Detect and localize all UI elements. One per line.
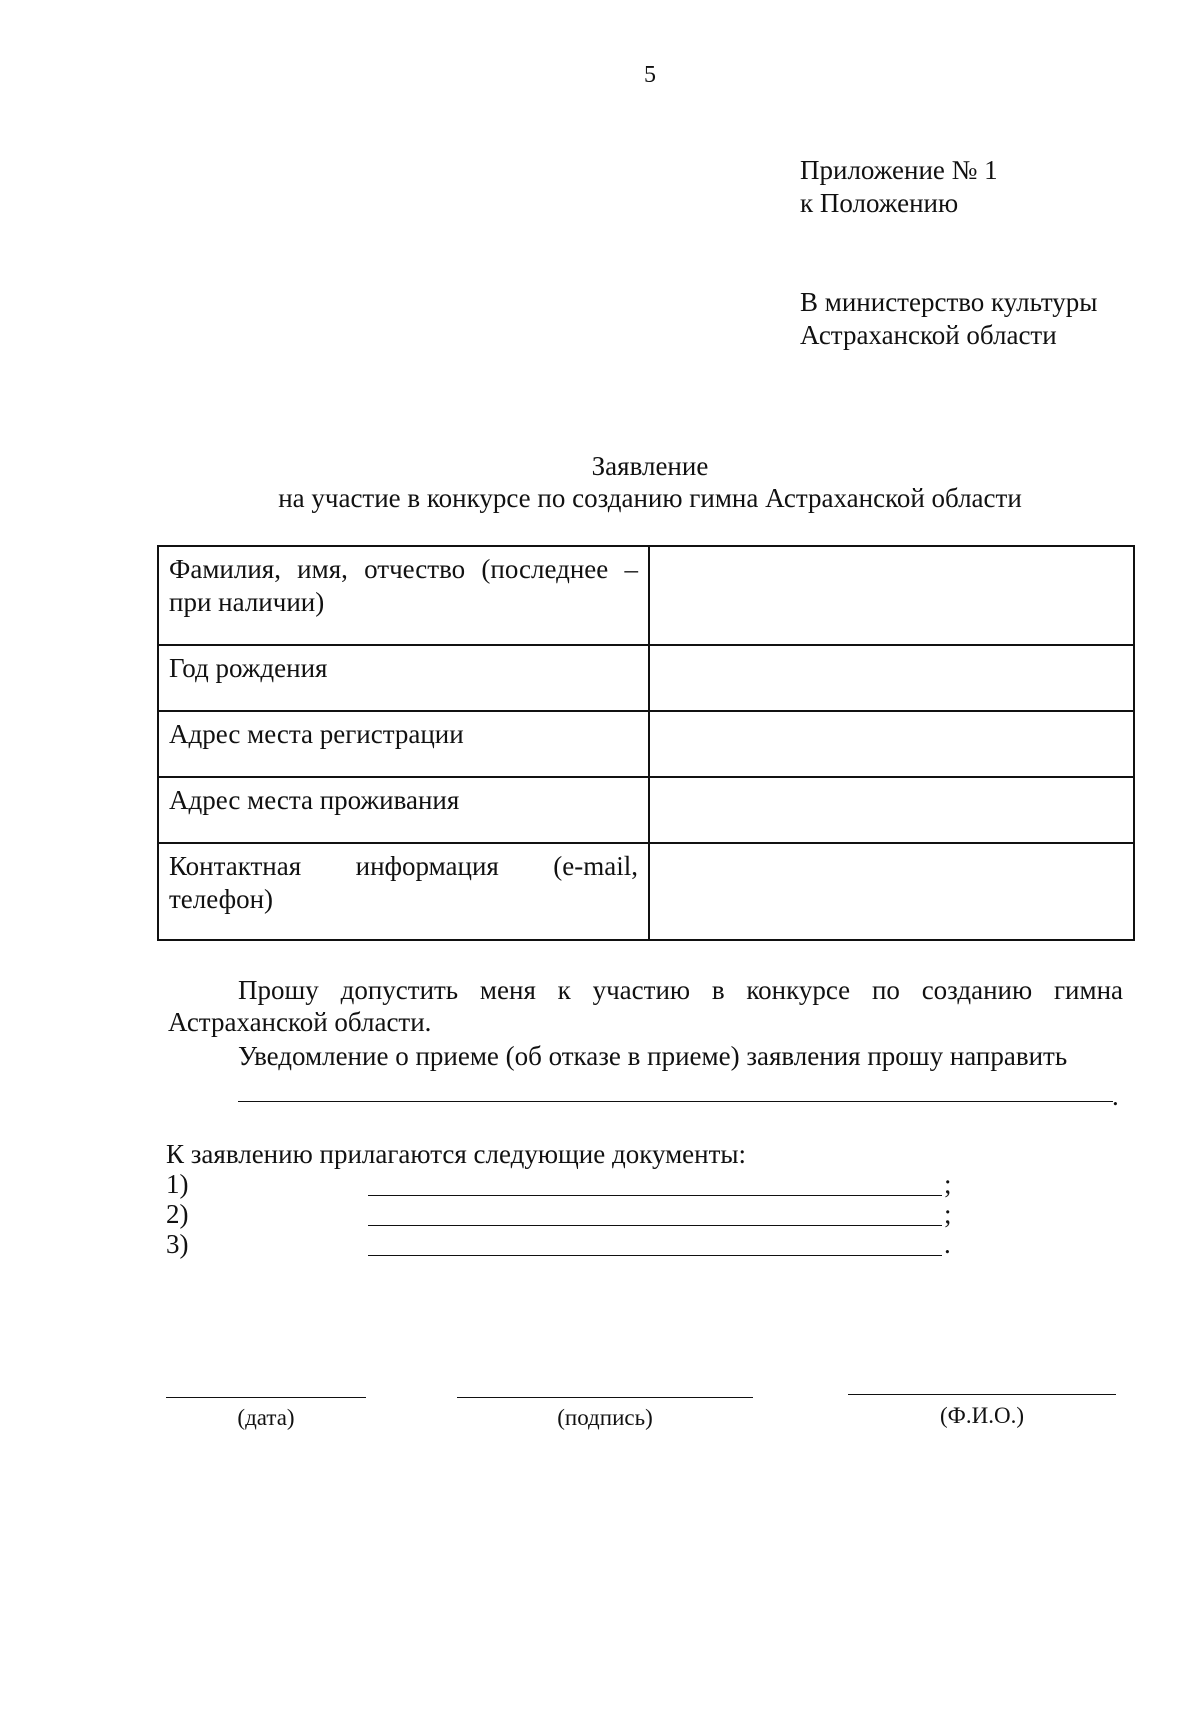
form-label-line: Фамилия, имя, отчество (последнее –	[169, 554, 638, 584]
table-row	[158, 843, 1134, 940]
document-item-field[interactable]	[368, 1225, 942, 1226]
document-item-number: 1)	[166, 1169, 189, 1199]
addressee	[800, 286, 1097, 352]
document-item	[166, 1168, 952, 1201]
table-row	[158, 546, 1134, 645]
appendix-line-1: Приложение № 1	[800, 155, 998, 185]
document-item-end: .	[944, 1229, 951, 1259]
form-label-birth-year: Год рождения	[158, 645, 649, 711]
applicant-info-table	[157, 545, 1135, 941]
form-label-contact-info	[158, 843, 649, 940]
table-row	[158, 711, 1134, 777]
document-title: Заявление	[591, 451, 709, 481]
table-row	[158, 777, 1134, 843]
document-subtitle: на участие в конкурсе по созданию гимна Астраханской области	[278, 483, 1022, 513]
form-field-residence-address[interactable]	[649, 777, 1134, 843]
appendix-line-2: к Положению	[800, 188, 959, 218]
form-field-full-name[interactable]	[649, 546, 1134, 645]
date-label: (дата)	[237, 1405, 295, 1430]
document-item-number: 3)	[166, 1229, 189, 1259]
document-item-field[interactable]	[368, 1255, 942, 1256]
addressee-line-1: В министерство культуры	[800, 287, 1098, 317]
form-label-line: Контактная информация (e-mail,	[169, 851, 638, 881]
form-label-full-name	[158, 546, 649, 645]
document-item-number: 2)	[166, 1199, 189, 1229]
document-item-end: ;	[944, 1169, 952, 1199]
table-row	[158, 645, 1134, 711]
form-label-line: телефон)	[169, 884, 274, 914]
document-item-end: ;	[944, 1199, 952, 1229]
form-label-registration-address: Адрес места регистрации	[158, 711, 649, 777]
form-field-birth-year[interactable]	[649, 645, 1134, 711]
form-field-registration-address[interactable]	[649, 711, 1134, 777]
signature-line[interactable]	[457, 1397, 753, 1398]
document-item-field[interactable]	[368, 1195, 942, 1196]
full-name-signature-line[interactable]	[848, 1394, 1116, 1395]
form-label-line: при наличии)	[169, 587, 325, 617]
date-signature-line[interactable]	[166, 1397, 366, 1398]
documents-heading: К заявлению прилагаются следующие документы:	[166, 1139, 747, 1169]
notification-field-end: .	[1112, 1081, 1119, 1111]
document-item	[166, 1228, 951, 1261]
signature-label: (подпись)	[557, 1405, 653, 1430]
document-item	[166, 1198, 952, 1231]
form-label-residence-address: Адрес места проживания	[158, 777, 649, 843]
addressee-line-2: Астраханской области	[800, 320, 1057, 350]
full-name-label: (Ф.И.О.)	[940, 1403, 1024, 1428]
form-field-contact-info[interactable]	[649, 843, 1134, 940]
appendix-note	[800, 154, 998, 220]
page-number: 5	[644, 62, 656, 88]
notification-address-field[interactable]	[238, 1101, 1113, 1102]
request-paragraph-line-2: Астраханской области.	[168, 1007, 432, 1037]
notification-request-text: Уведомление о приеме (об отказе в приеме) заявления прошу направить	[238, 1041, 1068, 1071]
request-paragraph-line-1: Прошу допустить меня к участию в конкурсе по созданию гимна	[238, 975, 1123, 1005]
